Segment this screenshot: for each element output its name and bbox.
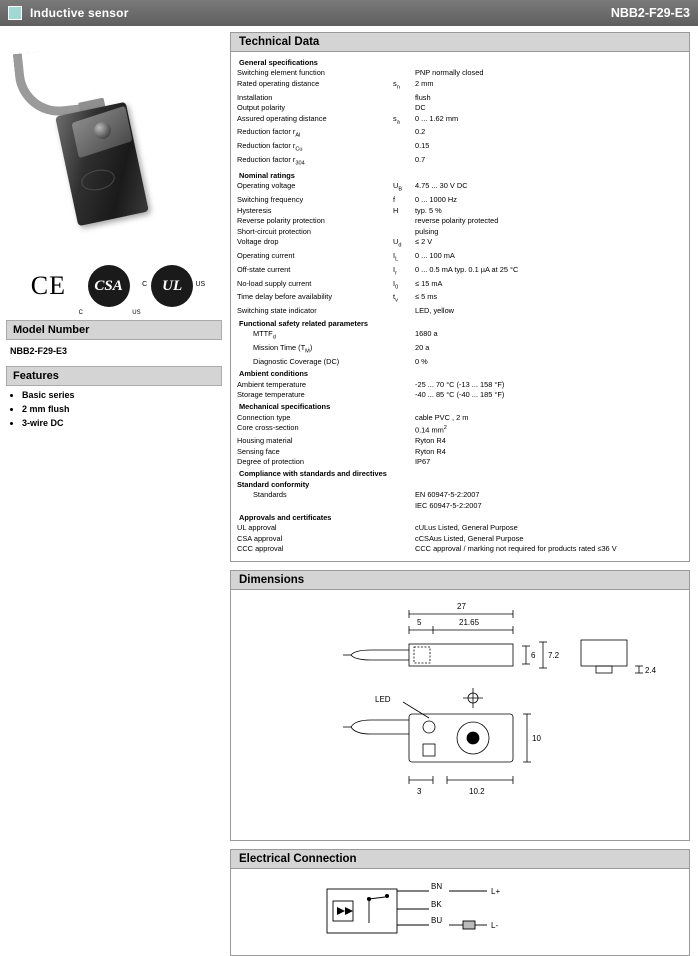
list-item: • 2 mm flush xyxy=(22,404,222,414)
spec-value: ≤ 5 ms xyxy=(415,292,438,302)
spec-symbol: H xyxy=(393,205,399,215)
spec-value: 0 ... 100 mA xyxy=(415,250,455,260)
features-list xyxy=(6,390,222,428)
left-column xyxy=(0,26,228,956)
dim-label-led: LED xyxy=(375,694,391,704)
spec-group-label: Approvals and certificates xyxy=(239,513,332,522)
spec-group-label: Compliance with standards and directives xyxy=(239,469,387,479)
spec-label: UL approval xyxy=(237,523,277,533)
approval-marks xyxy=(6,260,222,316)
spec-symbol: $U_B$ xyxy=(393,181,403,193)
spec-label: Housing material xyxy=(237,436,293,446)
spec-value: CCC approval / marking not required for products rated ≤36 V xyxy=(415,544,617,554)
spec-symbol xyxy=(393,155,415,169)
spec-row xyxy=(237,141,685,155)
spec-symbol xyxy=(393,534,415,544)
spec-value: Ryton R4 xyxy=(415,446,446,456)
spec-row xyxy=(237,390,685,400)
spec-row xyxy=(237,306,685,316)
wire-code-bu: BU xyxy=(431,915,443,925)
spec-symbol: $s_a$ xyxy=(393,113,400,125)
spec-symbol xyxy=(393,544,415,554)
spec-symbol xyxy=(393,457,415,467)
electrical-connection-diagram xyxy=(231,869,689,955)
spec-value: cCSAus Listed, General Purpose xyxy=(415,533,524,543)
model-number-value: NBB2-F29-E3 xyxy=(10,346,68,356)
sensor-square-icon xyxy=(8,6,22,20)
spec-value: cable PVC , 2 m xyxy=(415,412,469,422)
spec-value: 0.2 xyxy=(415,127,426,137)
spec-value: ≤ 2 V xyxy=(415,236,433,246)
spec-row xyxy=(237,329,685,343)
spec-group-row xyxy=(237,511,685,523)
right-column xyxy=(228,26,698,956)
spec-row xyxy=(237,227,685,237)
spec-value: -25 ... 70 °C (-13 ... 158 °F) xyxy=(415,379,505,389)
spec-value: -40 ... 85 °C (-40 ... 185 °F) xyxy=(415,390,505,400)
spec-value: DC xyxy=(415,103,426,113)
spec-group-row xyxy=(237,400,685,412)
spec-value: IEC 60947-5-2:2007 xyxy=(415,500,482,510)
spec-group-label: Mechanical specifications xyxy=(239,402,331,412)
model-number-heading: Model Number xyxy=(6,320,222,340)
spec-value: 4.75 ... 30 V DC xyxy=(415,181,468,191)
spec-label: Reverse polarity protection xyxy=(237,216,325,226)
spec-row xyxy=(237,544,685,554)
spec-label: Switching frequency xyxy=(237,195,304,205)
list-item: • 3-wire DC xyxy=(22,418,222,428)
spec-label: Short-circuit protection xyxy=(237,226,311,236)
dimensions-panel xyxy=(230,570,690,841)
spec-symbol xyxy=(393,227,415,237)
spec-group-row xyxy=(237,169,685,181)
spec-value: IP67 xyxy=(415,456,431,466)
spec-label: Core cross-section xyxy=(237,423,299,433)
content-wrapper xyxy=(0,26,698,956)
dimension-drawing-svg xyxy=(251,594,671,834)
spec-label: Hysteresis xyxy=(237,205,272,215)
spec-value: Ryton R4 xyxy=(415,436,446,446)
spec-label: Sensing face xyxy=(237,446,280,456)
spec-group-label: General specifications xyxy=(239,58,318,67)
csa-mark-right-label: US xyxy=(132,310,141,316)
spec-row xyxy=(237,413,685,423)
spec-group-row xyxy=(237,367,685,379)
spec-row xyxy=(237,490,685,500)
dimensions-drawing xyxy=(231,590,689,840)
spec-symbol: $U_d$ xyxy=(393,236,402,249)
spec-value: cULus Listed, General Purpose xyxy=(415,523,518,533)
technical-data-table xyxy=(237,56,685,555)
spec-row xyxy=(237,206,685,216)
spec-label: Storage temperature xyxy=(237,390,305,400)
spec-label: Diagnostic Coverage (DC) xyxy=(253,356,340,366)
spec-symbol: $I_L$ xyxy=(393,250,399,263)
spec-value: 20 a xyxy=(415,342,430,352)
spec-label: $MTTF_d$ xyxy=(253,329,276,341)
spec-row xyxy=(237,251,685,265)
spec-row xyxy=(237,423,685,436)
spec-symbol: $I_r$ xyxy=(393,264,397,277)
spec-value: 0.7 xyxy=(415,155,426,165)
spec-row xyxy=(237,68,685,78)
spec-group-label: Ambient conditions xyxy=(239,369,308,379)
spec-symbol xyxy=(393,93,415,103)
spec-label: Time delay before availability xyxy=(237,292,333,302)
spec-value: 0 ... 1.62 mm xyxy=(415,113,459,123)
spec-label: Reduction factor $r_{Al}$ xyxy=(237,127,301,139)
spec-value: 2 mm xyxy=(415,78,434,88)
terminal-l-plus: L+ xyxy=(491,886,501,896)
spec-label: Switching state indicator xyxy=(237,306,317,316)
spec-symbol xyxy=(393,501,415,511)
spec-symbol xyxy=(393,141,415,155)
wiring-diagram-svg xyxy=(311,877,611,951)
dim-label-right-large: 7.2 xyxy=(548,650,560,660)
spec-label: Installation xyxy=(237,92,273,102)
csa-mark-label: CSA xyxy=(88,265,130,307)
electrical-connection-heading: Electrical Connection xyxy=(231,850,689,869)
spec-label: No-load supply current xyxy=(237,278,312,288)
spec-row xyxy=(237,265,685,279)
spec-label: Standard conformity xyxy=(237,479,310,489)
spec-row xyxy=(237,457,685,467)
spec-label: Output polarity xyxy=(237,103,286,113)
spec-row xyxy=(237,534,685,544)
spec-row xyxy=(237,79,685,93)
spec-value: pulsing xyxy=(415,226,439,236)
spec-row xyxy=(237,216,685,226)
spec-symbol xyxy=(393,329,415,343)
spec-row xyxy=(237,292,685,306)
dimensions-heading: Dimensions xyxy=(231,571,689,590)
spec-symbol xyxy=(393,380,415,390)
spec-row xyxy=(237,357,685,367)
product-photo xyxy=(6,30,222,260)
technical-data-body xyxy=(231,52,689,561)
spec-symbol xyxy=(393,390,415,400)
spec-symbol xyxy=(393,216,415,226)
spec-value: 0 ... 0.5 mA typ. 0.1 µA at 25 °C xyxy=(415,264,519,274)
spec-row xyxy=(237,103,685,113)
spec-label: Operating current xyxy=(237,250,295,260)
spec-value xyxy=(415,480,685,490)
wire-code-bk: BK xyxy=(431,899,442,909)
spec-value: 1680 a xyxy=(415,329,438,339)
spec-row xyxy=(237,279,685,293)
spec-label: Standards xyxy=(253,490,287,500)
spec-row xyxy=(237,447,685,457)
spec-value: 0 % xyxy=(415,356,428,366)
spec-row xyxy=(237,114,685,128)
spec-symbol xyxy=(393,68,415,78)
spec-group-label: Functional safety related parameters xyxy=(239,318,368,328)
spec-row xyxy=(237,436,685,446)
spec-value: PNP normally closed xyxy=(415,68,484,78)
spec-symbol: $I_0$ xyxy=(393,278,399,290)
spec-row xyxy=(237,343,685,357)
spec-row xyxy=(237,380,685,390)
spec-row xyxy=(237,480,685,490)
spec-symbol xyxy=(393,357,415,367)
electrical-connection-panel xyxy=(230,849,690,956)
spec-symbol: $s_n$ xyxy=(393,78,400,91)
spec-symbol xyxy=(393,447,415,457)
spec-value: EN 60947-5-2:2007 xyxy=(415,490,480,500)
spec-symbol xyxy=(393,127,415,141)
spec-label: CSA approval xyxy=(237,533,283,543)
spec-symbol xyxy=(393,343,415,357)
spec-label: Rated operating distance xyxy=(237,78,320,88)
spec-label: Switching element function xyxy=(237,68,325,78)
header-model-number: NBB2-F29-E3 xyxy=(610,6,690,20)
spec-value: ≤ 15 mA xyxy=(415,278,443,288)
spec-group-row xyxy=(237,467,685,479)
spec-value: LED, yellow xyxy=(415,306,455,316)
spec-symbol xyxy=(393,413,415,423)
csa-mark-left-label: C xyxy=(78,310,83,316)
spec-symbol: $t_v$ xyxy=(393,292,398,304)
dim-label-thickness: 2.4 xyxy=(645,665,657,675)
spec-group-row xyxy=(237,56,685,68)
spec-symbol xyxy=(393,436,415,446)
spec-value: 0.14 $mm^2$ xyxy=(415,425,447,435)
spec-row xyxy=(237,93,685,103)
dim-label-total: 27 xyxy=(457,601,466,611)
spec-label: Mission Time $(T_M)$ xyxy=(253,342,313,355)
dim-label-inner: 21.65 xyxy=(459,617,480,627)
spec-value: flush xyxy=(415,92,431,102)
spec-row xyxy=(237,155,685,169)
terminal-l-minus: L- xyxy=(491,920,499,930)
dim-label-bottom-left: 3 xyxy=(417,786,422,796)
dim-label-left: 5 xyxy=(417,617,422,627)
spec-symbol xyxy=(393,480,415,490)
spec-row xyxy=(237,181,685,195)
spec-label: CCC approval xyxy=(237,544,284,554)
wire-code-bn: BN xyxy=(431,881,443,891)
spec-row xyxy=(237,237,685,251)
spec-symbol xyxy=(393,523,415,533)
spec-value: 0.15 xyxy=(415,141,430,151)
spec-symbol xyxy=(393,423,415,436)
ul-mark-left-label: C xyxy=(142,281,148,288)
list-item: • Basic series xyxy=(22,390,222,400)
spec-label xyxy=(237,501,393,511)
spec-group-label: Nominal ratings xyxy=(239,171,295,180)
spec-row xyxy=(237,501,685,511)
spec-value: reverse polarity protected xyxy=(415,216,499,226)
dim-label-right-small: 6 xyxy=(531,650,536,660)
spec-label: Voltage drop xyxy=(237,236,279,246)
spec-row xyxy=(237,127,685,141)
spec-label: Degree of protection xyxy=(237,456,304,466)
dim-label-bottom-inner: 10.2 xyxy=(469,786,485,796)
spec-label: Reduction factor $r_{304}$ xyxy=(237,155,305,167)
spec-value: typ. 5 % xyxy=(415,205,442,215)
features-heading: Features xyxy=(6,366,222,386)
spec-label: Operating voltage xyxy=(237,181,296,191)
spec-label: Assured operating distance xyxy=(237,113,327,123)
ul-mark-label: UL xyxy=(151,265,193,307)
spec-symbol xyxy=(393,306,415,316)
spec-label: Connection type xyxy=(237,412,291,422)
spec-row xyxy=(237,523,685,533)
spec-value: 0 ... 1000 Hz xyxy=(415,195,457,205)
technical-data-heading: Technical Data xyxy=(231,33,689,52)
csa-mark-icon xyxy=(78,265,141,316)
page-header xyxy=(0,0,698,26)
spec-row xyxy=(237,195,685,205)
ul-mark-icon xyxy=(142,265,206,307)
dim-label-height: 10 xyxy=(532,733,541,743)
spec-symbol: f xyxy=(393,195,396,205)
ul-mark-right-label: US xyxy=(195,281,206,288)
spec-label: Ambient temperature xyxy=(237,379,307,389)
technical-data-panel xyxy=(230,32,690,562)
spec-symbol xyxy=(393,103,415,113)
spec-label: Reduction factor $r_{Cu}$ xyxy=(237,141,303,153)
spec-label: Off-state current xyxy=(237,264,291,274)
page-title: Inductive sensor xyxy=(30,6,129,20)
spec-group-row xyxy=(237,317,685,329)
spec-symbol xyxy=(393,490,415,500)
ce-mark-icon: CE xyxy=(30,271,67,300)
